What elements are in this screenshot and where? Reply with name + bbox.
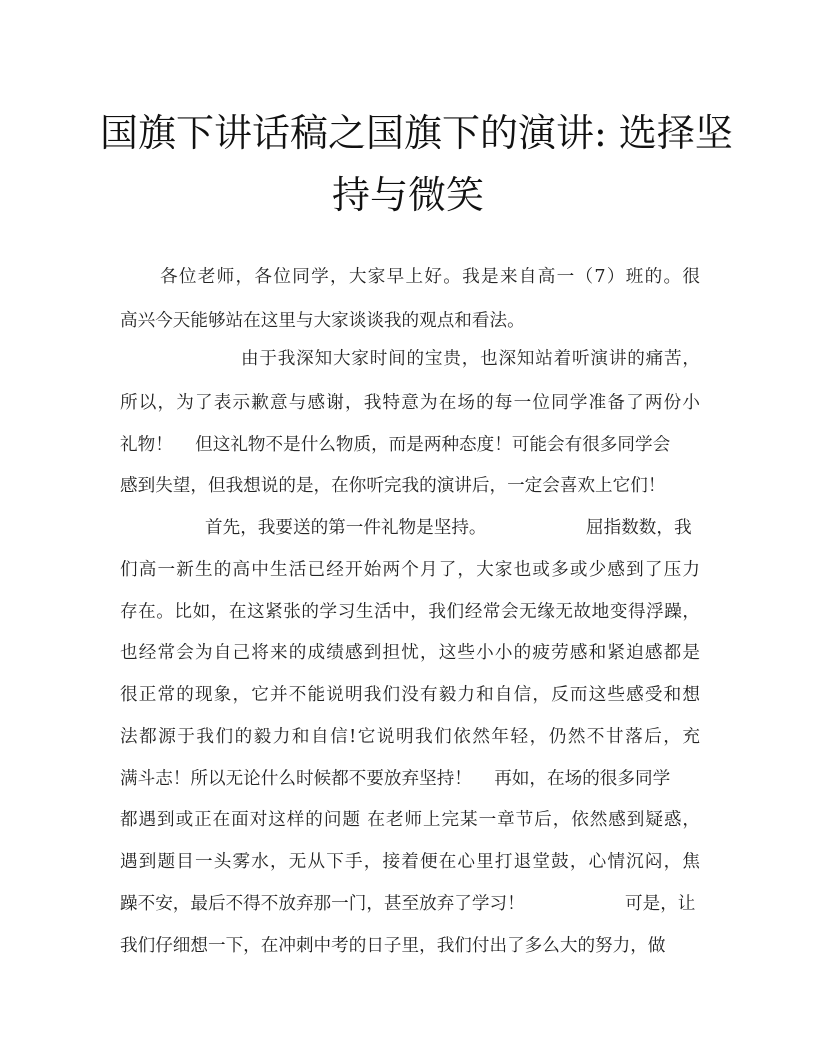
body-line: 躁不安，最后不得不放弃那一门，甚至放弃了学习！ [120,894,525,914]
document-title-line-2: 持与微笑 [331,173,484,217]
body-line: 遇到题目一头雾水，无从下手，接着便在心里打退堂鼓，心情沉闷，焦 [120,852,700,872]
body-line: 感到失望，但我想说的是，在你听完我的演讲后，一定会喜欢上它们！ [120,476,666,496]
body-line: 各位老师，各位同学，大家早上好。我是来自高一（7）班的。很 [160,267,700,287]
body-line: 所以，为了表示歉意与感谢，我特意为在场的每一位同学准备了两份小 [120,393,700,413]
body-line: 都遇到或正在面对这样的问题 在老师上完某一章节后，依然感到疑惑， [120,810,700,830]
body-line: 可是，让 [625,894,696,914]
body-line: 存在。比如，在这紧张的学习生活中，我们经常会无缘无故地变得浮躁， [120,602,700,622]
body-line: 们高一新生的高中生活已经开始两个月了，大家也或多或少感到了压力 [120,560,700,580]
document-title-line-1: 国旗下讲话稿之国旗下的演讲: 选择坚 [100,111,733,155]
body-line: 法都源于我们的毅力和自信!它说明我们依然年轻，仍然不甘落后，充 [120,727,700,747]
body-line: 首先，我要送的第一件礼物是坚持。 [205,518,487,538]
body-line: 由于我深知大家时间的宝贵，也深知站着听演讲的痛苦， [241,349,700,369]
body-line: 也经常会为自己将来的成绩感到担忧，这些小小的疲劳感和紧迫感都是 [120,643,700,663]
body-line: 屈指数数，我 [586,518,692,538]
body-line: 我们仔细想一下，在冲刺中考的日子里，我们付出了多么大的努力，做 [120,936,666,956]
body-line: 很正常的现象，它并不能说明我们没有毅力和自信，反而这些感受和想 [120,685,700,705]
body-line: 满斗志！所以无论什么时候都不要放弃坚持！ 再如，在场的很多同学 [120,769,671,789]
body-line: 高兴今天能够站在这里与大家谈谈我的观点和看法。 [120,311,525,331]
body-line: 礼物！ 但这礼物不是什么物质，而是两种态度！可能会有很多同学会 [120,435,671,455]
